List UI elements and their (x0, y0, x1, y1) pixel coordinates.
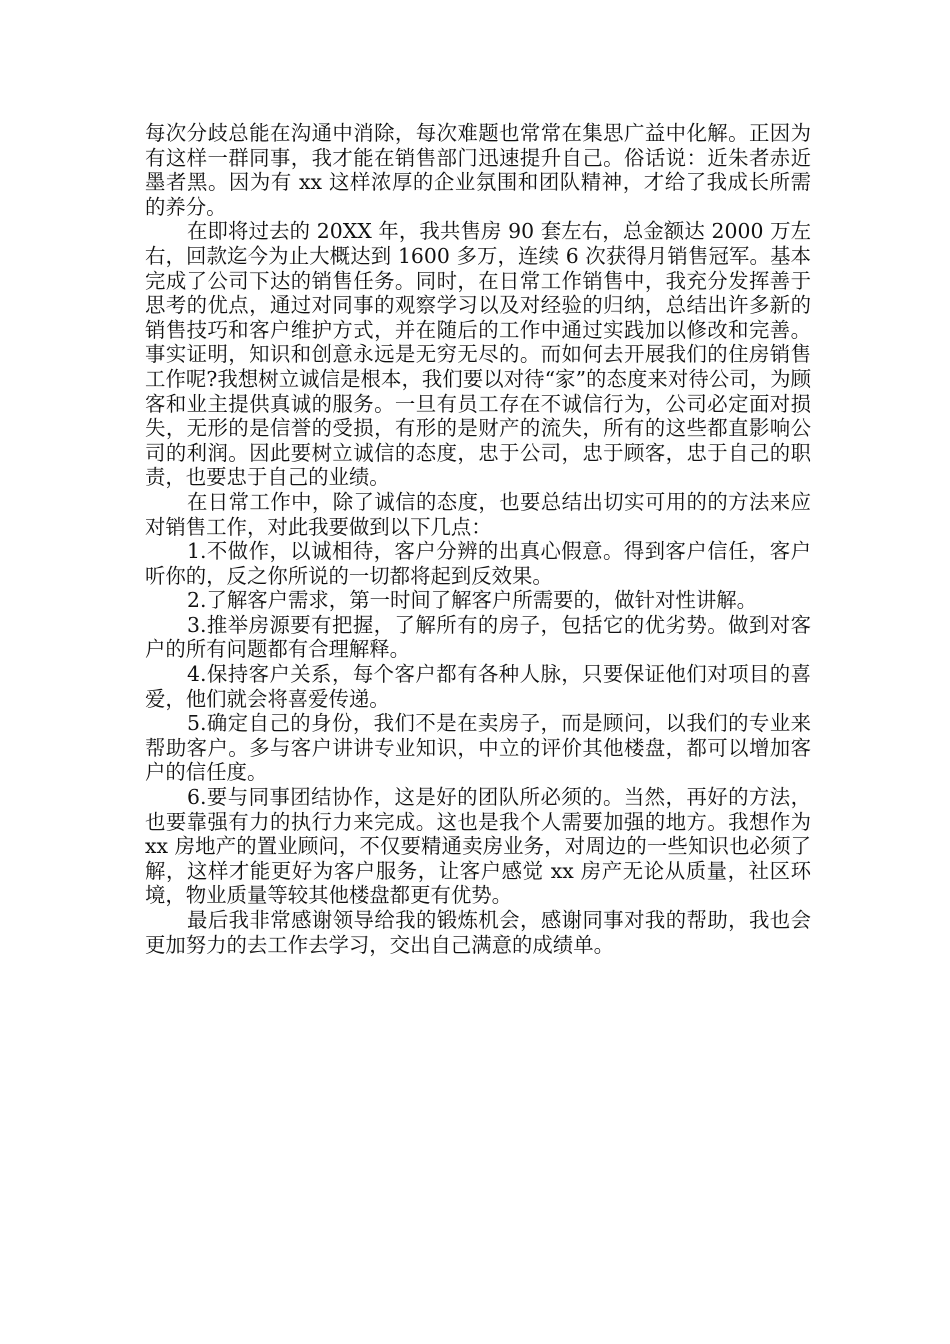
document-body (145, 121, 811, 957)
list-item-4: 4.保持客户关系，每个客户都有各种人脉，只要保证他们对项目的喜爱，他们就会将喜爱传递。 (145, 662, 811, 711)
list-item-3: 3.推举房源要有把握，了解所有的房子，包括它的优劣势。做到对客户的所有问题都有合理解释。 (145, 612, 811, 662)
paragraph-annual-sales: 在即将过去的 20XX 年，我共售房 90 套左右，总金额达 2000 万左右，回款迄今为止大概达到 1600 多万，连续 6 次获得月销售冠军。基本完成了公司下达的销售任务。同时，在日常工作销售中，我充分发挥善于思考的优点，通过对同事的观察学习以及对经验的归纳，总结出许多新的销售技巧和客户维护方式，并在随后的工作中通过实践加以修改和完善。事实证明，知识和创意永远是无穷无尽的。而如何去开展我们的住房销售工作呢?我想树立诚信是根本，我们要以对待“家”的态度来对待公司，为顾客和业主提供真诚的服务。一旦有员工存在不诚信行为，公司必定面对损失，无形的是信誉的受损，有形的是财产的流失，所有的这些都直影响公司的利润。因此要树立诚信的态度，忠于公司，忠于顾客，忠于自己的职责，也要忠于自己的业绩。 (145, 219, 811, 490)
paragraph-methods-intro: 在日常工作中，除了诚信的态度，也要总结出切实可用的的方法来应对销售工作，对此我要做到以下几点： (145, 489, 811, 539)
list-item-5: 5.确定自己的身份，我们不是在卖房子，而是顾问，以我们的专业来帮助客户。多与客户讲讲专业知识，中立的评价其他楼盘，都可以增加客户的信任度。 (145, 711, 811, 785)
list-item-1: 1.不做作，以诚相待，客户分辨的出真心假意。得到客户信任，客户听你的，反之你所说的一切都将起到反效果。 (145, 539, 811, 588)
list-item-6: 6.要与同事团结协作，这是好的团队所必须的。当然，再好的方法，也要靠强有力的执行力来完成。这也是我个人需要加强的地方。我想作为 xx 房地产的置业顾问，不仅要精通卖房业务，对周边的一些知识也必须了解，这样才能更好为客户服务，让客户感觉 xx 房产无论从质量，社区环境，物业质量等较其他楼盘都更有优势。 (145, 785, 811, 908)
list-item-2: 2.了解客户需求，第一时间了解客户所需要的，做针对性讲解。 (187, 588, 757, 613)
paragraph-closing: 最后我非常感谢领导给我的锻炼机会，感谢同事对我的帮助，我也会更加努力的去工作去学习，交出自己满意的成绩单。 (145, 908, 811, 957)
paragraph-team-spirit: 每次分歧总能在沟通中消除，每次难题也常常在集思广益中化解。正因为有这样一群同事，我才能在销售部门迅速提升自己。俗话说：近朱者赤近墨者黑。因为有 xx 这样浓厚的企业氛围和团队精神，才给了我成长所需的养分。 (145, 121, 811, 219)
